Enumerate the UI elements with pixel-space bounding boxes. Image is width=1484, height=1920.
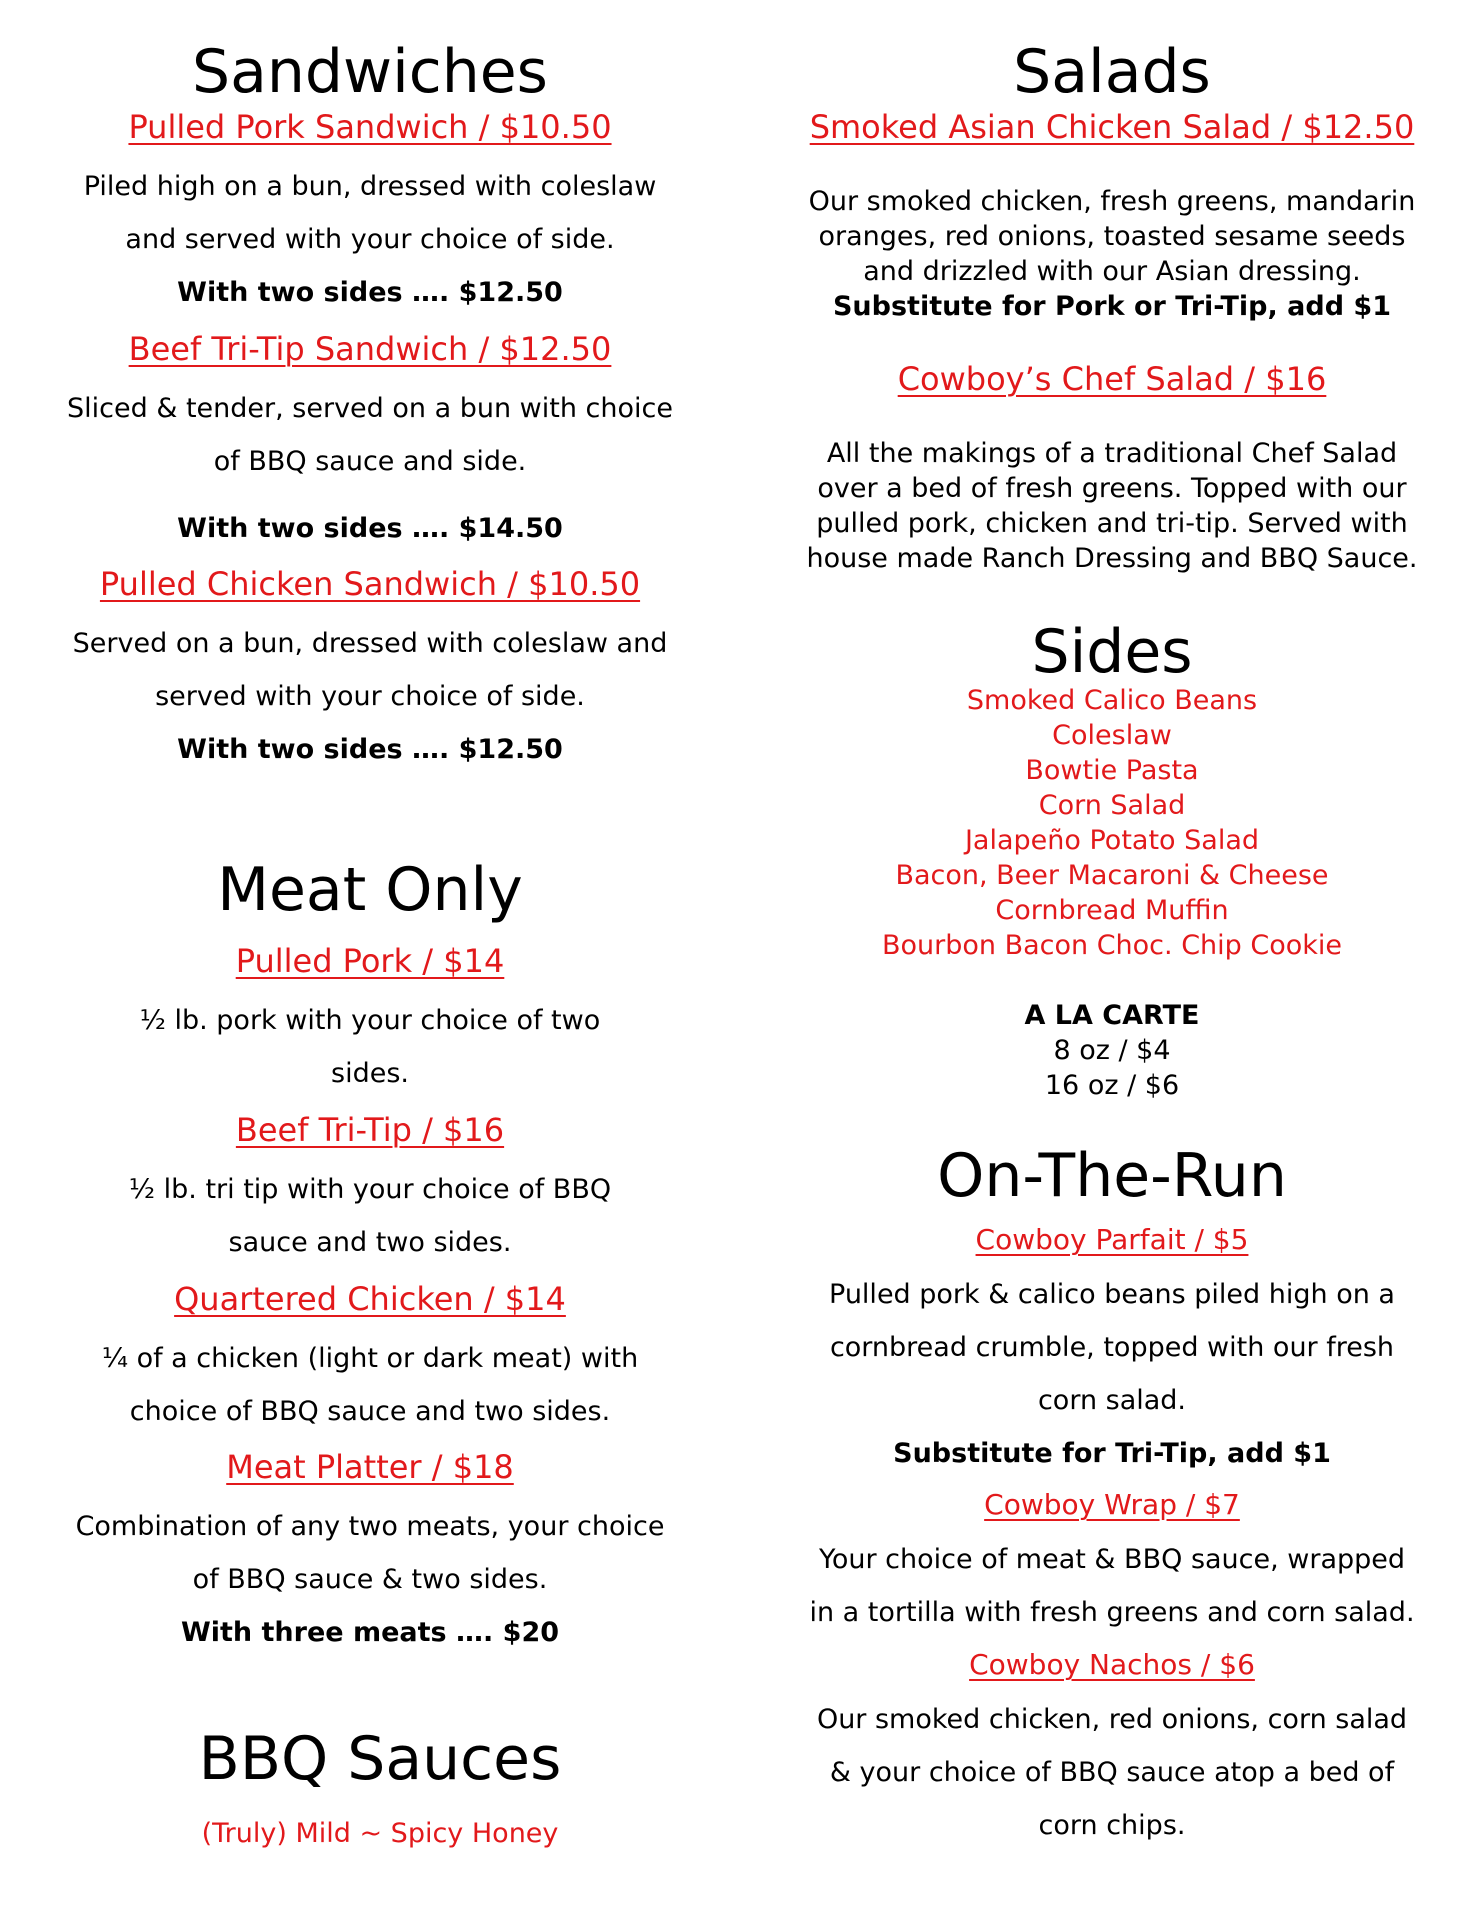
menu-item-cowboy-wrap: Cowboy Wrap / $7 — [984, 1488, 1240, 1521]
item-description: ½ lb. pork with your choice of two — [139, 1005, 601, 1036]
menu-item-cowboy-nachos: Cowboy Nachos / $6 — [969, 1648, 1255, 1681]
item-description: of BBQ sauce & two sides. — [192, 1564, 548, 1595]
side-item: Jalapeño Potato Salad — [964, 825, 1260, 856]
side-item: Bacon, Beer Macaroni & Cheese — [895, 860, 1329, 891]
item-description: Pulled pork & calico beans piled high on a — [829, 1279, 1395, 1310]
item-description: Sliced & tender, served on a bun with choice — [67, 393, 673, 424]
item-upgrade-price: With two sides …. $12.50 — [177, 734, 563, 765]
side-item: Smoked Calico Beans — [966, 685, 1258, 716]
item-description: and drizzled with our Asian dressing. — [863, 256, 1361, 287]
meat-only-heading: Meat Only — [217, 855, 523, 925]
item-description: over a bed of fresh greens. Topped with our — [817, 473, 1407, 504]
item-description: Our smoked chicken, red onions, corn salad — [816, 1704, 1408, 1735]
side-item: Bowtie Pasta — [1025, 755, 1199, 786]
menu-item-beef-tri-tip-sandwich: Beef Tri-Tip Sandwich / $12.50 — [128, 330, 612, 368]
item-description: pulled pork, chicken and tri-tip. Served with — [816, 508, 1408, 539]
menu-item-meat-platter: Meat Platter / $18 — [226, 1448, 514, 1486]
item-upgrade-price: Substitute for Tri-Tip, add $1 — [893, 1438, 1331, 1469]
menu-item-quartered-chicken: Quartered Chicken / $14 — [174, 1280, 566, 1318]
item-description: ½ lb. tri tip with your choice of BBQ — [128, 1174, 612, 1205]
item-description: corn chips. — [1038, 1810, 1186, 1841]
item-description: corn salad. — [1037, 1385, 1187, 1416]
menu-item-smoked-asian-chicken-salad: Smoked Asian Chicken Salad / $12.50 — [809, 108, 1415, 146]
item-description: Our smoked chicken, fresh greens, mandarin — [808, 186, 1416, 217]
menu-item-beef-tri-tip: Beef Tri-Tip / $16 — [235, 1111, 505, 1149]
item-description: & your choice of BBQ sauce atop a bed of — [829, 1757, 1395, 1788]
item-description: house made Ranch Dressing and BBQ Sauce. — [806, 543, 1418, 574]
on-the-run-heading: On-The-Run — [937, 1141, 1287, 1211]
menu-item-cowboys-chef-salad: Cowboy’s Chef Salad / $16 — [897, 360, 1327, 398]
item-description: ¼ of a chicken (light or dark meat) with — [101, 1343, 639, 1374]
a-la-carte-label: A LA CARTE — [1024, 1000, 1200, 1031]
salads-heading: Salads — [1013, 37, 1211, 107]
menu-item-cowboy-parfait: Cowboy Parfait / $5 — [975, 1223, 1249, 1256]
item-upgrade-price: With two sides …. $14.50 — [177, 513, 563, 544]
item-description: sauce and two sides. — [228, 1227, 512, 1258]
item-description: cornbread crumble, topped with our fresh — [829, 1332, 1395, 1363]
item-upgrade-price: With three meats …. $20 — [180, 1617, 560, 1648]
item-upgrade-price: Substitute for Pork or Tri-Tip, add $1 — [832, 291, 1392, 322]
bbq-sauce-list: (Truly) Mild ~ Spicy Honey — [201, 1818, 559, 1849]
menu-item-pulled-pork-sandwich: Pulled Pork Sandwich / $10.50 — [128, 108, 612, 146]
item-upgrade-price: With two sides …. $12.50 — [177, 277, 563, 308]
sandwiches-heading: Sandwiches — [192, 37, 548, 107]
item-description: Piled high on a bun, dressed with coleslaw — [83, 171, 657, 202]
side-item: Corn Salad — [1038, 790, 1186, 821]
item-description: served with your choice of side. — [155, 681, 585, 712]
a-la-carte-price: 8 oz / $4 — [1053, 1035, 1171, 1066]
side-item: Bourbon Bacon Choc. Chip Cookie — [881, 930, 1343, 961]
item-description: Your choice of meat & BBQ sauce, wrapped — [818, 1544, 1406, 1575]
side-item: Cornbread Muffin — [995, 895, 1229, 926]
sides-heading: Sides — [1031, 617, 1193, 687]
bbq-sauces-heading: BBQ Sauces — [198, 1724, 562, 1794]
item-description: sides. — [331, 1058, 409, 1089]
item-description: All the makings of a traditional Chef Salad — [826, 438, 1398, 469]
item-description: oranges, red onions, toasted sesame seeds — [818, 221, 1406, 252]
side-item: Coleslaw — [1052, 720, 1172, 751]
item-description: and served with your choice of side. — [125, 224, 615, 255]
item-description: Combination of any two meats, your choice — [75, 1511, 665, 1542]
item-description: Served on a bun, dressed with coleslaw and — [72, 628, 668, 659]
a-la-carte-price: 16 oz / $6 — [1044, 1070, 1180, 1101]
menu-item-pulled-pork: Pulled Pork / $14 — [235, 942, 505, 980]
item-description: of BBQ sauce and side. — [213, 446, 527, 477]
item-description: in a tortilla with fresh greens and corn salad. — [809, 1597, 1415, 1628]
menu-item-pulled-chicken-sandwich: Pulled Chicken Sandwich / $10.50 — [99, 565, 641, 603]
item-description: choice of BBQ sauce and two sides. — [129, 1396, 611, 1427]
